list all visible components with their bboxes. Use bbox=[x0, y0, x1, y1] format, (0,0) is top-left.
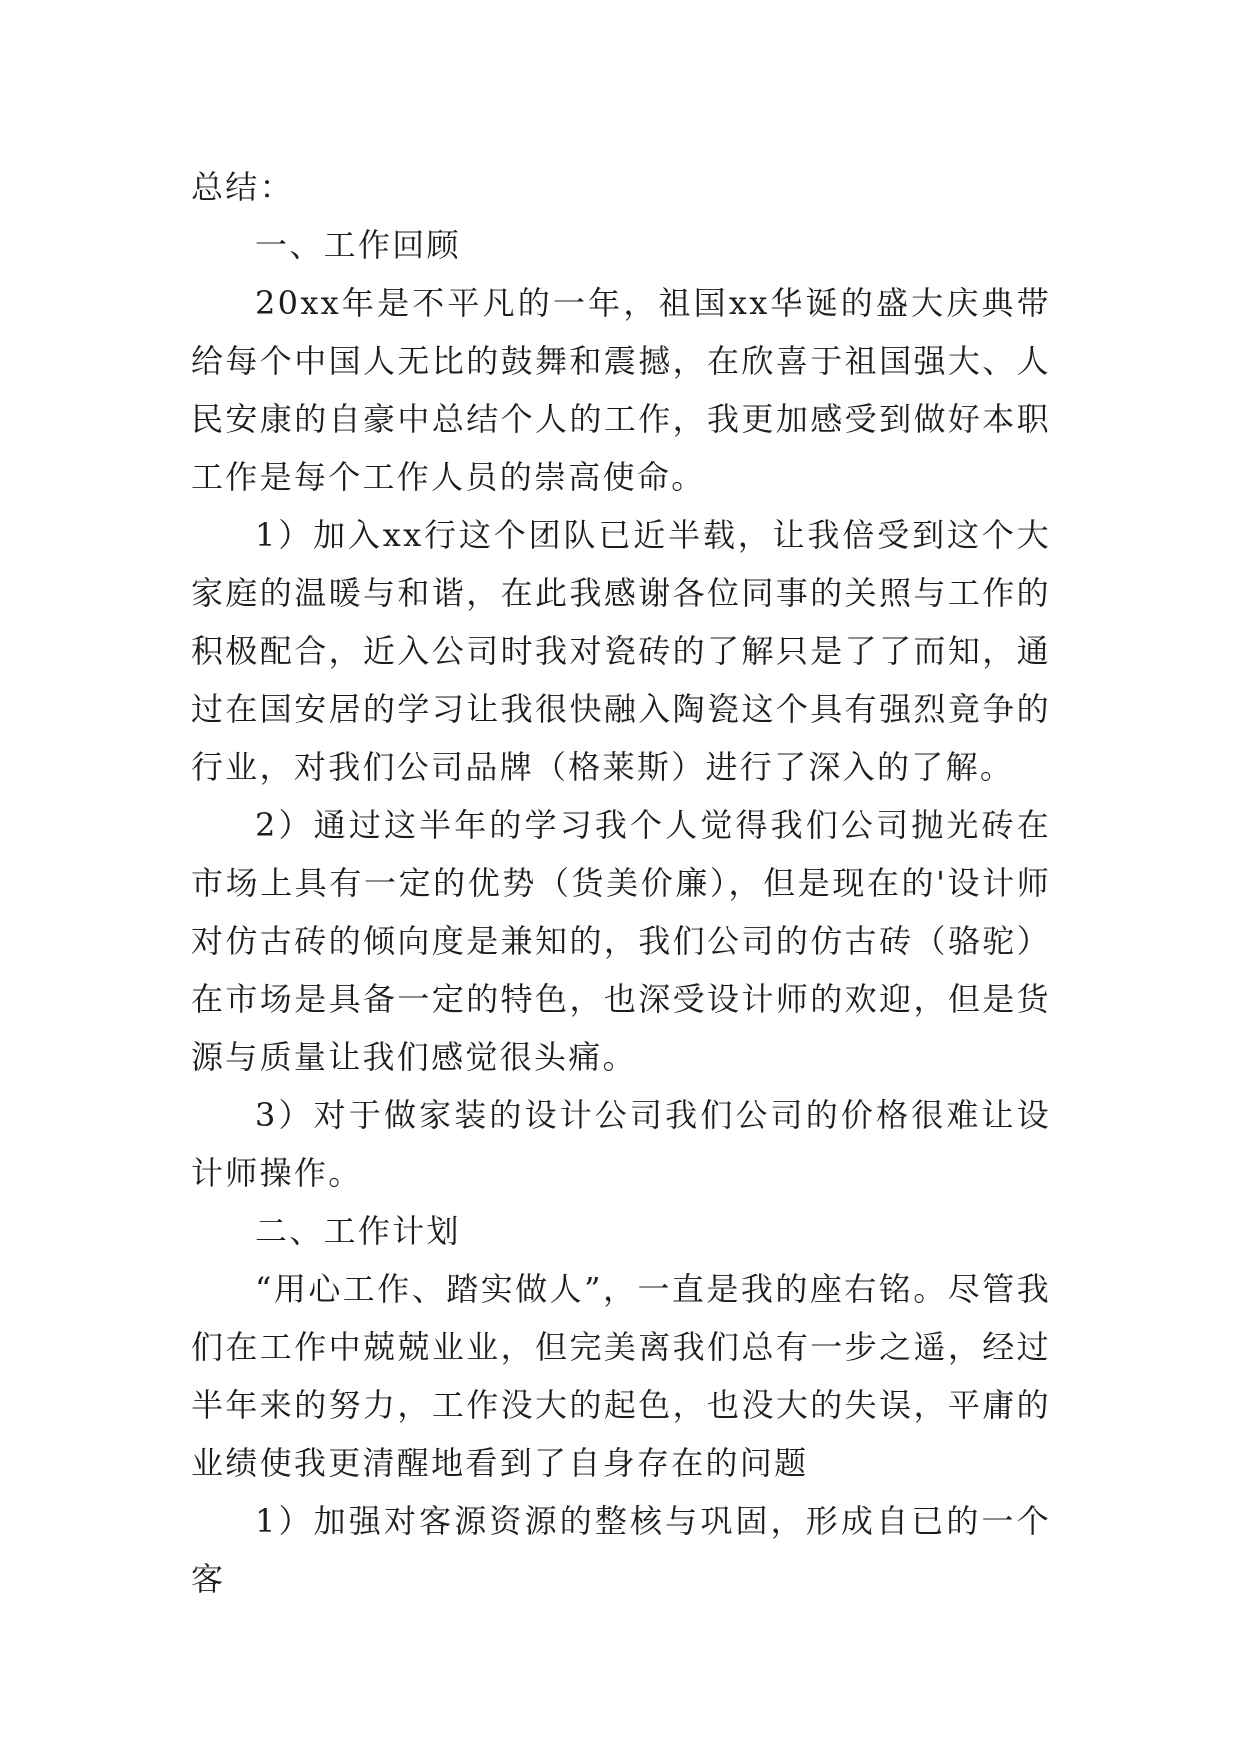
paragraph-work-plan-intro: “用心工作、踏实做人”，一直是我的座右铭。尽管我们在工作中兢兢业业，但完美离我们总有一步之遥，经过半年来的努力，工作没大的起色，也没大的失误，平庸的业绩使我更清醒地看到了自身存在的问题 bbox=[191, 1270, 1051, 1482]
section-title-work-review: 一、工作回顾 bbox=[255, 226, 461, 264]
paragraph-review-item-2: 2）通过这半年的学习我个人觉得我们公司抛光砖在市场上具有一定的优势（货美价廉），但是现在的'设计师对仿古砖的倾向度是兼知的，我们公司的仿古砖（骆驼）在市场是具备一定的特色，也深受设计师的欢迎，但是货源与质量让我们感觉很头痛。 bbox=[191, 806, 1051, 1076]
paragraph-plan-item-1: 1）加强对客源资源的整核与巩固，形成自已的一个客 bbox=[191, 1502, 1051, 1598]
document-body bbox=[191, 158, 1051, 1608]
paragraph-work-review-intro: 20xx年是不平凡的一年，祖国xx华诞的盛大庆典带给每个中国人无比的鼓舞和震撼，在欣喜于祖国强大、人民安康的自豪中总结个人的工作，我更加感受到做好本职工作是每个工作人员的崇高使命。 bbox=[191, 284, 1051, 496]
summary-heading: 总结： bbox=[191, 168, 294, 206]
paragraph-review-item-3: 3）对于做家装的设计公司我们公司的价格很难让设计师操作。 bbox=[191, 1096, 1051, 1192]
section-title-work-plan: 二、工作计划 bbox=[255, 1212, 461, 1250]
paragraph-review-item-1: 1）加入xx行这个团队已近半载，让我倍受到这个大家庭的温暖与和谐，在此我感谢各位同事的关照与工作的积极配合，近入公司时我对瓷砖的了解只是了了而知，通过在国安居的学习让我很快融入陶瓷这个具有强烈竟争的行业，对我们公司品牌（格莱斯）进行了深入的了解。 bbox=[191, 516, 1051, 786]
